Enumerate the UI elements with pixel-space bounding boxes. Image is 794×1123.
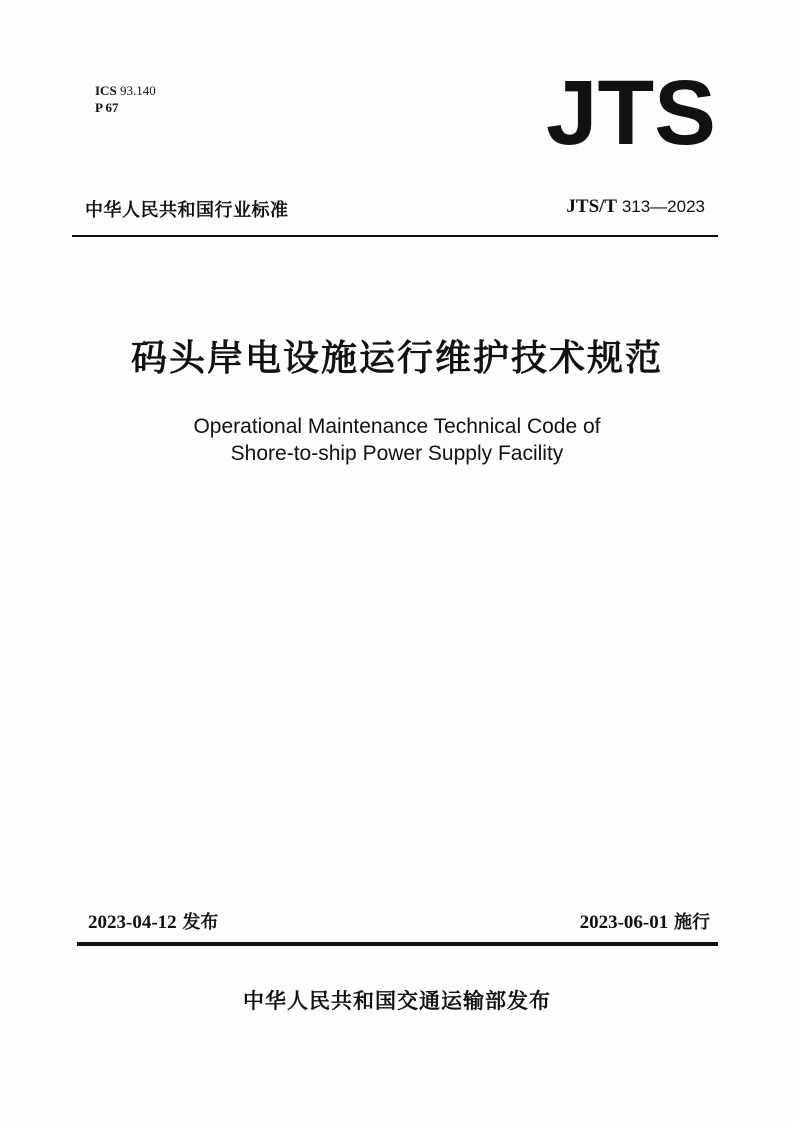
issue-date-block bbox=[88, 908, 218, 934]
title-english-line-2: Shore-to-ship Power Supply Facility bbox=[230, 442, 564, 465]
effective-date: 2023-06-01 bbox=[579, 912, 669, 933]
ics-label: ICS bbox=[95, 83, 117, 98]
ics-line bbox=[95, 82, 156, 99]
issue-label: 发布 bbox=[182, 912, 219, 933]
classification-block bbox=[95, 82, 156, 116]
issue-date: 2023-04-12 bbox=[88, 912, 177, 933]
title-english bbox=[0, 413, 794, 467]
standard-type: 中华人民共和国行业标准 bbox=[85, 200, 289, 221]
title-english-line-1: Operational Maintenance Technical Code of bbox=[193, 415, 601, 438]
effective-date-block bbox=[580, 908, 710, 934]
logo-text: JTS bbox=[546, 74, 716, 150]
publisher: 中华人民共和国交通运输部发布 bbox=[243, 989, 551, 1013]
header-divider bbox=[72, 235, 718, 237]
standard-code-prefix: JTS/T bbox=[566, 196, 618, 217]
effective-label: 施行 bbox=[674, 912, 710, 933]
standard-code-number: 313—2023 bbox=[617, 197, 705, 216]
ics-value: 93.140 bbox=[119, 83, 156, 98]
standard-code bbox=[566, 196, 705, 218]
category-code: P 67 bbox=[95, 100, 119, 115]
jts-logo bbox=[545, 74, 717, 150]
title-chinese: 码头岸电设施运行维护技术规范 bbox=[130, 338, 663, 379]
footer-divider bbox=[77, 942, 718, 946]
